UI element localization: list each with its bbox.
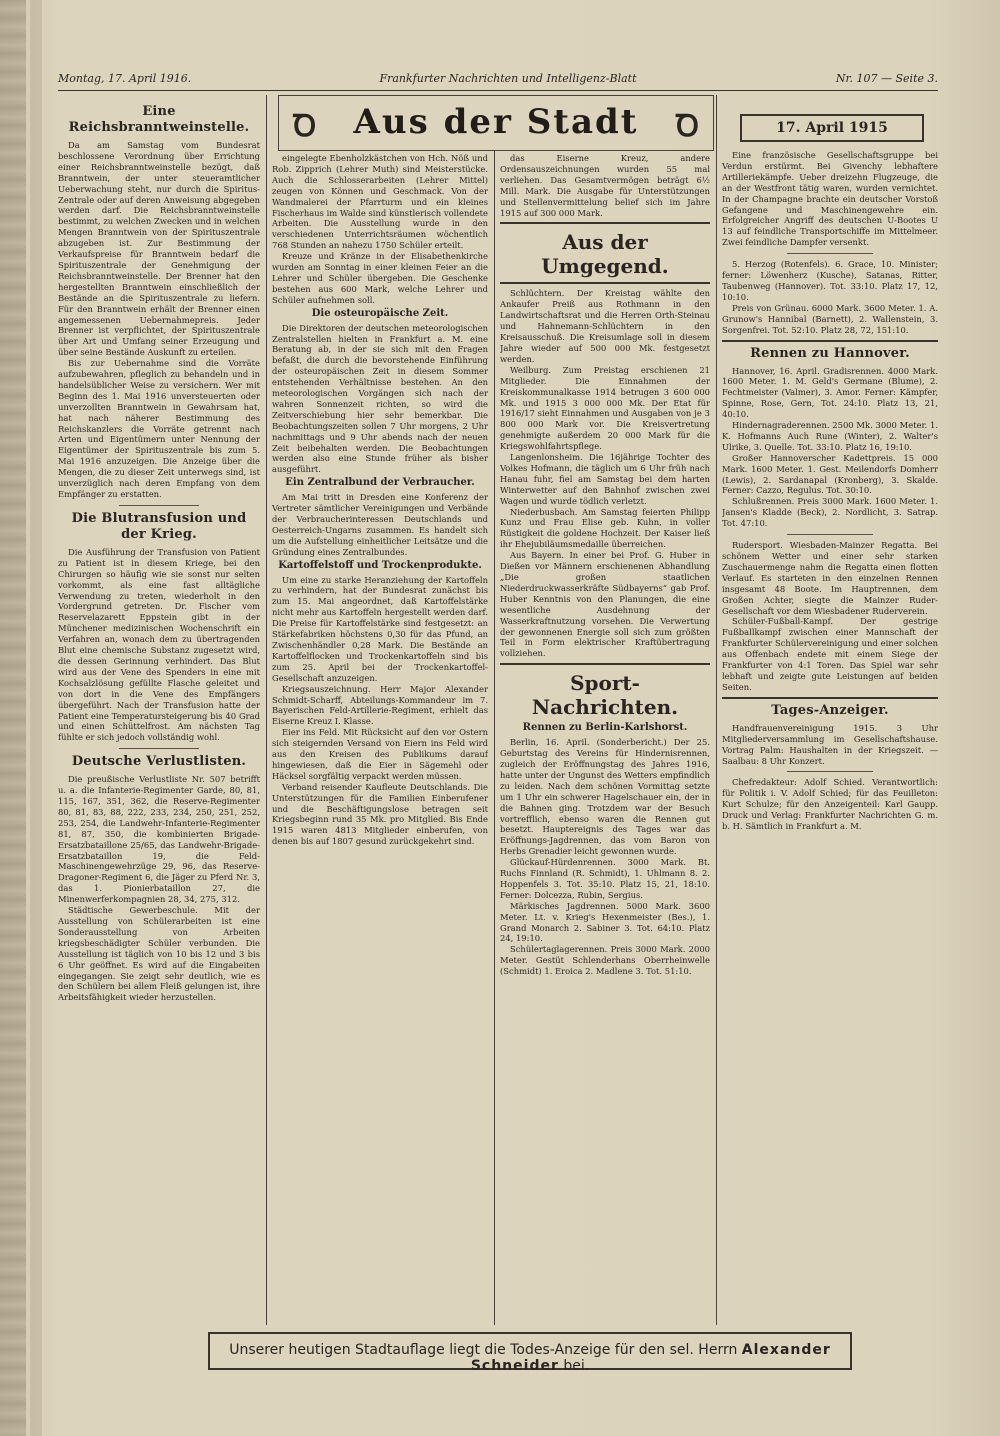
article-text: Eier ins Feld. Mit Rücksicht auf den vor Ostern sich steigernden Versand von Eiern ins Feld wird aus den Kreisen des Publikums darauf hingewiesen, daß die Eier in Sägemehl oder Häcksel sorgfältig verpackt werden müssen. [272,727,488,781]
footer-notice-suffix: bei. [563,1358,590,1374]
page-shadow [30,0,42,1436]
article-text: Die Direktoren der deutschen meteorologischen Zentralstellen hielten in Frankfurt a. M. eine Beratung ab, in der sie sich mit den Fragen befaßt, die durch die bevorstehende Einführung der osteuropäischen Zeit in diesem Sommer entstehenden Verhältnisse bestehen. An den meteorologischen Vorgängen sich nach der wahren Sonnenzeit richten, so wird die Zeitverschiebung hier sehr bemerkbar. Die Beobachtungszeiten sollen 7 Uhr morgens, 2 Uhr nachmittags und 9 Uhr abends nach der neuen Zeit beibehalten werden. Die Beobachtungen werden also eine Stunde früher als bisher ausgeführt. [272,322,488,475]
article-text: das Eiserne Kreuz, andere Ordensauszeichnungen wurden 55 mal verliehen. Das Gesamtvermögen beträgt 6½ Mill. Mark. Die Ausgabe für Unterstützungen und Stellenvermittelung belief sich im Jahre 1915 auf 300 000 Mark. [500,153,710,218]
column-3 [500,153,710,1325]
section-masthead [278,95,714,151]
article-text: Niederbusbach. Am Samstag feierten Philipp Kunz und Frau Elise geb. Kuhn, in voller Rüstigkeit die goldene Hochzeit. Der Kaiser ließ ihr Ehejubiläumsmedaille überreichen. [500,506,710,550]
article-text: Kreuze und Kränze in der Elisabethenkirche wurden am Sonntag in einer kleinen Feier an die Lehrer und Schüler übergeben. Die Geschenke bestehen aus 600 Mark, welche Lehrer und Schüler aufnehmen soll. [272,251,488,305]
article-text: Hannover, 16. April. Gradisrennen. 4000 Mark. 1600 Meter. 1. M. Geld's Germane (Blume), 2. Fechtmeister (Valmer), 3. Amor. Ferner: Kämpfer, Spinne, Rose, Gern, Tot. 24:10. Platz 13, 21, 40:10. [722,365,938,420]
article-headline: Deutsche Verlustlisten. [71,754,247,770]
article-text: Berlin, 16. April. (Sonderbericht.) Der 25. Geburtstag des Vereins für Hindernisrennen, zugleich der Eröffnungstag des Jahres 1916, hatte unter der Ungunst des Wetters empfindlich zu leiden. Nach dem schönen Vormittag setzte um 1 Uhr ein schwerer Hagelschauer ein, der in die Bahnen ging. Trotzdem war der Besuch vortrefflich, ebenso waren die Rennen gut besetzt. Hauptereignis des Tages war das Eröffnungs-Jagdrennen, das vom Baron von Herbs Grenadier leicht gewonnen wurde. [500,737,710,857]
article-text: Städtische Gewerbeschule. Mit der Ausstellung von Schülerarbeiten ist eine Sonderausstellung von Arbeiten kriegsbeschädigter Schüler verbunden. Die Ausstellung ist täglich von 10 bis 12 und 3 bis 6 Uhr geöffnet. Es wird auf die Eingabeiten eingegangen. Sie zeigt sehr deutlich, wie es den Schülern bei allem Fleiß gelungen ist, ihre Arbeitsfähigkeit wieder herzustellen. [58,905,260,1003]
column-divider [716,95,717,1325]
article-text: Langenlonsheim. Die 16jährige Tochter des Volkes Hofmann, die täglich um 6 Uhr früh nach Hanau fuhr, fiel am Samstag bei dem harten Winterwetter auf den Bahnhof zwischen zwei Wagen und wurde tödlich verletzt. [500,452,710,506]
header-rule [58,90,938,91]
article-text: Verband reisender Kaufleute Deutschlands. Die Unterstützungen für die Familien Einberufener und die Beschäftigungslose betragen seit Kriegsbeginn rund 35 Mk. pro Mitglied. Bis Ende 1915 waren 4813 Mitglieder einberufen, von denen bis auf 1807 gesund zurückgekehrt sind. [272,781,488,847]
section-heading: Aus der Umgegend. [541,230,669,279]
imprint-text: Chefredakteur: Adolf Schied. Verantwortlich: für Politik i. V. Adolf Schied; für das Feuilleton: Kurt Schulze; für den Anzeigenteil: Karl Gaupp. Druck und Verlag: Frankfurter Nachrichten G. m. b. H. Sämtlich in Frankfurt a. M. [722,777,938,832]
column-divider [266,95,267,1325]
column-2 [272,153,488,1325]
article-text: Aus Bayern. In einer bei Prof. G. Huber in Dießen vor Männern erschienenen Abhandlung „Die großen staatlichen Niederdruckwasserkräfte Südbayerns“ gab Prof. Huber Kenntnis von den Planungen, die eine wesentliche Ausdehnung der Wasserkraftnutzung vorsehen. Die Verwertung der gewonnenen Energie soll sich zum größten Teil in Form elektrischer Kraftübertragung vollziehen. [500,550,710,659]
article-headline: Rennen zu Berlin-Karlshorst. [522,722,688,734]
page-header [58,70,938,90]
article-text: Die Ausführung der Transfusion von Patient zu Patient ist in diesem Kriege, bei den Chirurgen so häufig wie sie sonst nur selten vorkommt, als eine fast alltägliche Verwendung zu treten, wiederholt in den Vordergrund getreten. Dr. Fischer vom Reservelazarett Eppstein gibt in der Münchener medizinischen Wochenschrift ein Verfahren an, wonach dem zu übertragenden Blut eine chemische Substanz zugesetzt wird, die dessen Gerinnung verhindert. Das Blut wird aus der Vene des Spenders in eine mit Kochsalzlösung gefüllte Flasche geleitet und von dort in die Vene des Empfängers übergeführt. Nach der Transfusion hatte der Patient eine Temperatursteigerung bis 40 Grad und einen Schüttelfrost. Am nächsten Tag fühlte er sich jedoch vollständig wohl. [58,546,260,743]
article-headline: Eine Reichsbranntweinstelle. [68,104,250,135]
page-binding [0,0,26,1436]
column-4 [722,150,938,1325]
article-headline: Kartoffelstoff und Trockenprodukte. [278,559,482,571]
article-text: Bis zur Uebernahme sind die Vorräte aufzubewahren, pfleglich zu behandeln und in handelsüblicher Weise zu versichern. Wer mit Beginn des 1. Mai 1916 unversteuerten oder unverzollten Branntwein in Gewahrsam hat, hat nach näherer Bestimmung des Reichskanzlers die Vorräte getrennt nach Arten und Eigentümern unter Nennung der Eigentümer der Spirituszentrale bis zum 5. Mai 1916 anzuzeigen. Die Anzeige über die Mengen, die zu dieser Zeit unterwegs sind, ist unverzüglich nach deren Empfang von dem Empfänger zu erstatten. [58,358,260,499]
article-text: Märkisches Jagdrennen. 5000 Mark. 3600 Meter. Lt. v. Krieg's Hexenmeister (Bes.), 1. Grand Monarch 2. Sabiner 3. Tot. 64:10. Platz 24, 19:10. [500,900,710,944]
article-text: Preis von Grünau. 6000 Mark. 3600 Meter. 1. A. Grunow's Hannibal (Barnett), 2. Wallenstein, 3. Sorgenfrei. Tot. 52:10. Platz 28, 72, 151:10. [722,302,938,335]
article-text: Die preußische Verlustliste Nr. 507 betrifft u. a. die Infanterie-Regimenter Garde, 80, 81, 115, 167, 351, 362, die Reserve-Regimenter 80, 81, 83, 88, 222, 233, 234, 250, 251, 252, 253, 254, die Landwehr-Infanterie-Regimenter 81, 87, 350, die kombinierten Brigade-Ersatzbataillone 25/65, das Landwehr-Brigade-Ersatzbataillon 19, die Feld-Maschinengewehrzüge 29, 96, das Reserve-Dragoner-Regiment 6, die Jäger zu Pferd Nr. 3, das 1. Pionierbataillon 27, die Minenwerferkompagnien 28, 34, 275, 312. [58,774,260,905]
article-text: eingelegte Ebenholzkästchen von Hch. Nöß und Rob. Zipprich (Lehrer Muth) sind Meisterstücke. Auch die Schlosserarbeiten (Lehrer Mittel) zeugen von Können und Geschmack. Von der Wandmalerei der Pfarrturm und ein kleines Fischerhaus im Walde sind künstlerisch vollendete Arbeiten. Die Ausstellung wurde in den verschiedenen Unterrichtsräumen wöchentlich 768 Stunden an nahezu 1750 Schüler erteilt. [272,153,488,251]
section-title: Aus der Stadt [353,102,639,142]
article-text: Kriegsauszeichnung. Herr Major Alexander Schmidt-Scharff, Abteilungs-Kommandeur im 7. Bayerischen Feld-Artillerie-Regiment, erhielt das Eiserne Kreuz I. Klasse. [272,683,488,727]
article-text: Am Mai tritt in Dresden eine Konferenz der Vertreter sämtlicher Vereinigungen und Verbände der Verbraucherinteressen Deutschlands und Oesterreich-Ungarns zusammen. Es handelt sich um die Aufstellung einheitlicher Leitsätze und die Gründung eines Zentralbundes. [272,492,488,557]
article-text: Rudersport. Wiesbaden-Mainzer Regatta. Bei schönem Wetter und einer sehr starken Zuschauermenge nahm die Regatta einen flotten Verlauf. Es starteten in den einzelnen Rennen insgesamt 48 Boote. Im Hauptrennen, dem Großen Achter, siegte die Mainzer Ruder-Gesellschaft vor dem Wiesbadener Ruderverein. [722,540,938,616]
article-text: Glückauf-Hürdenrennen. 3000 Mark. Bt. Ruchs Finnland (R. Schmidt), 1. Uhlmann 8. 2. Hoppenfels 3. Tot. 35:10. Platz 15, 21, 18:10. Ferner: Dolcezza, Rubin, Sergius. [500,857,710,900]
header-date: Montag, 17. April 1916. [58,72,192,85]
article-text: 5. Herzog (Rotenfels). 6. Grace, 10. Minister; ferner: Löwenherz (Kusche), Satanas, Ritter, Taubenweg (Hannover). Tot. 33:10. Platz 17, 12, 10:10. [722,259,938,302]
section-heading: Rennen zu Hannover. [750,345,910,361]
column-divider [494,150,495,1325]
article-text: Schlüchtern. Der Kreistag wählte den Ankaufer Preiß aus Rothmann in den Landwirtschaftsrat und die Herren Orth-Steinau und Hahnemann-Schlüchtern in den Kreisausschuß. Die Kreisumlage soll in diesem Jahre wieder auf 500 000 Mk. festgesetzt werden. [500,288,710,364]
article-text: Großer Hannoverscher Kadettpreis. 15 000 Mark. 1600 Meter. 1. Gest. Meilendorfs Domherr (Lewis), 2. Sardanapal (Kronberg), 3. Skalde. Ferner: Cazzo, Regulus. Tot. 30:10. [722,452,938,496]
article-text: Um eine zu starke Heranziehung der Kartoffeln zu verhindern, hat der Bundesrat zunächst bis zum 15. Mai angeordnet, daß Kartoffelstärke nicht mehr aus Kartoffeln hergestellt werden darf. Die Preise für Kartoffelstärke sind festgesetzt: an Stärkefabriken höchstens 0,30 für das Pfund, an Zwischenhändler 0,28 Mark. Die Bestände an Kartoffelflocken und Trockenkartoffeln sind bis zum 25. April bei der Trockenkartoffel-Gesellschaft anzuzeigen. [272,574,488,683]
section-heading: Sport-Nachrichten. [531,671,679,720]
article-headline: Die osteuropäische Zeit. [311,307,449,319]
article-headline: Die Blutransfusion und der Krieg. [71,510,247,542]
footer-notice-name: Alexander Schneider [470,1342,831,1374]
article-text: Schüler-Fußball-Kampf. Der gestrige Fußballkampf zwischen einer Mannschaft der Frankfurter Schülervereinigung und einer solchen aus Offenbach endete mit einem Siege der Frankfurter von 4:1 Toren. Das Spiel war sehr lebhaft und zeigte gute Leistungen auf beiden Seiten. [722,616,938,692]
article-headline: Ein Zentralbund der Verbraucher. [285,477,475,489]
date-box: 17. April 1915 [740,114,924,142]
article-text: Da am Samstag vom Bundesrat beschlossene Verordnung über Errichtung einer Reichsbranntweinstelle bezügt, daß Branntwein, der unter steueramtlicher Ueberwachung steht, nur durch die Spiritus-Zentrale oder auf deren Anweisung abgegeben werden darf. Die Reichsbranntweinstelle bestimmt, zu welchen Zwecken und in welchen Mengen Branntwein von der Spirituszentrale abzugeben ist. Zur Bestimmung der Verkaufspreise für Branntwein bedarf die Spirituszentrale der Genehmigung der Reichsbranntweinstelle. Der Brenner hat den hergestellten Branntwein einschließlich der Bestände an die Spirituszentrale zu liefern. Für den Branntwein erhält der Brenner einen angemessenen Uebernahmepreis. Jeder Brenner ist verpflichtet, der Spirituszentrale über Art und Umfang seiner Erzeugung und über seine Bestände Auskunft zu erteilen. [58,140,260,358]
article-text: Hindernagraderennen. 2500 Mk. 3000 Meter. 1. K. Hofmanns Auch Rune (Winter), 2. Walter's Ulrike, 3. Quelle. Tot. 33:10. Platz 16, 19:10. [722,420,938,452]
footer-notice [210,1342,850,1374]
ornament-left-icon: Ꝺ [293,109,317,144]
article-text: Schülertaglagerennen. Preis 3000 Mark. 2000 Meter. Gestüt Schlenderhans Oberrheinwelle (Schmidt) 1. Eroica 2. Madlene 3. Tot. 51:10. [500,944,710,977]
section-heading: Tages-Anzeiger. [771,702,889,718]
header-paper-title: Frankfurter Nachrichten und Intelligenz-Blatt [379,72,637,85]
article-text: Schlußrennen. Preis 3000 Mark. 1600 Meter. 1. Jansen's Kladde (Beck), 2. Nordlicht, 3. Satrap. Tot. 47:10. [722,496,938,529]
article-text: Handfrauenvereinigung 1915. 3 Uhr Mitgliederversammlung im Gesellschaftshause. Vortrag Palm: Haushalten in der Kriegszeit. — Saalbau: 8 Uhr Konzert. [722,722,938,766]
article-text: Weilburg. Zum Preistag erschienen 21 Mitglieder. Die Einnahmen der Kreiskommunalkasse 1914 betrugen 3 600 000 Mk. und 1915 3 000 000 Mk. Der Etat für 1916/17 sieht Einnahmen und Ausgaben von je 3 800 000 Mark vor. Die Kreisvertretung genehmigte außerdem 20 000 Mark für die Kriegswohlfahrtspflege. [500,364,710,452]
footer-notice-prefix: Unserer heutigen Stadtauflage liegt die Todes-Anzeige für den sel. Herrn [229,1342,738,1358]
column-1 [58,100,260,1325]
article-text: Eine französische Gesellschaftsgruppe bei Verdun erstürmt. Bei Givenchy lebhaftere Artilleriekämpfe. Ueber dreizehn Flugzeuge, die an der Westfront tätig waren, wurden vernichtet. In der Champagne brachte ein deutscher Vorstoß Gefangene und Maschinengewehre ein. Erfolgreicher Angriff des deutschen U-Bootes U 13 auf feindliche Transportschiffe im Mittelmeer. Zwei feindliche Dampfer versenkt. [722,150,938,248]
footer-notice-box [208,1332,852,1374]
ornament-right-icon: Ꝺ [675,109,699,144]
header-page-number: Nr. 107 — Seite 3. [835,72,938,85]
